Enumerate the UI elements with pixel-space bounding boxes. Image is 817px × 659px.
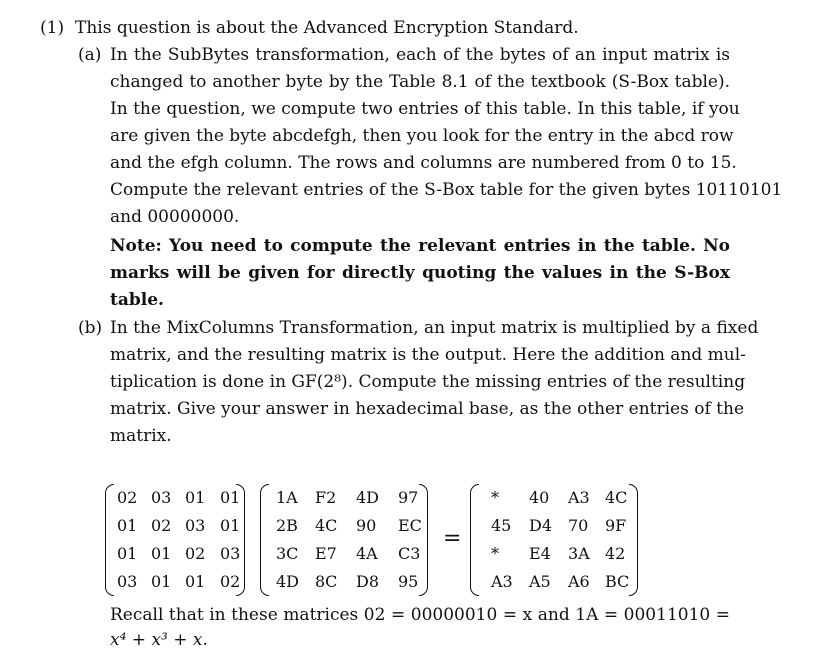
matrix-row	[105, 516, 245, 536]
equals-sign: =	[443, 526, 462, 551]
matrix-cell: 01	[151, 572, 172, 591]
part-b-line: tiplication is done in GF(2⁸). Compute the missing entries of the resulting	[110, 372, 746, 392]
matrix-cell: 03	[185, 516, 206, 535]
matrix-cell: 01	[151, 544, 172, 563]
matrix-cell: 40	[529, 488, 550, 507]
matrix-row	[260, 516, 428, 536]
matrix-cell: 4A	[356, 544, 378, 563]
note-line: marks will be given for directly quoting the values in the S-Box	[110, 263, 730, 283]
part-b-line: matrix, and the resulting matrix is the output. Here the addition and mul-	[110, 345, 746, 365]
matrix-cell: 1A	[276, 488, 298, 507]
matrix-row	[260, 572, 428, 592]
matrix-cell: 3C	[276, 544, 299, 563]
matrix-cell: 4C	[315, 516, 338, 535]
matrix-cell: 01	[220, 488, 241, 507]
matrix-cell: E7	[315, 544, 337, 563]
part-a-line: In the question, we compute two entries of this table. In this table, if you	[110, 99, 740, 119]
matrix-cell: 3A	[568, 544, 590, 563]
matrix-cell: 90	[356, 516, 377, 535]
part-a-line: changed to another byte by the Table 8.1 of the textbook (S-Box table).	[110, 72, 730, 92]
matrix-cell: A6	[568, 572, 590, 591]
matrix-cell: 95	[398, 572, 419, 591]
matrix-row	[260, 488, 428, 508]
part-a-line: are given the byte abcdefgh, then you look for the entry in the abcd row	[110, 126, 734, 146]
input-matrix	[260, 484, 428, 596]
matrix-cell: 01	[220, 516, 241, 535]
matrix-cell: 4D	[356, 488, 380, 507]
matrix-cell: 8C	[315, 572, 338, 591]
matrix-cell: 70	[568, 516, 589, 535]
matrix-cell: 02	[117, 488, 138, 507]
part-a-line: In the SubBytes transformation, each of the bytes of an input matrix is	[110, 45, 730, 65]
matrix-cell: 02	[220, 572, 241, 591]
matrix-cell: BC	[605, 572, 630, 591]
matrix-cell: A3	[491, 572, 513, 591]
question-label: (1)	[40, 18, 65, 38]
matrix-cell: 9F	[605, 516, 627, 535]
recall-line-2: x⁴ + x³ + x.	[110, 630, 208, 650]
matrix-cell: 97	[398, 488, 419, 507]
matrix-cell: A3	[568, 488, 590, 507]
matrix-row	[470, 516, 638, 536]
matrix-cell: 01	[185, 488, 206, 507]
matrix-row	[470, 572, 638, 592]
matrix-cell: E4	[529, 544, 551, 563]
matrix-cell: A5	[529, 572, 551, 591]
matrix-row	[105, 488, 245, 508]
part-b-label: (b)	[78, 318, 103, 338]
matrix-cell: 01	[117, 544, 138, 563]
part-b-line: matrix. Give your answer in hexadecimal base, as the other entries of the	[110, 399, 745, 419]
matrix-row	[105, 572, 245, 592]
part-a-label: (a)	[78, 45, 102, 65]
matrix-cell: F2	[315, 488, 337, 507]
matrix-cell: 45	[491, 516, 512, 535]
matrix-cell: C3	[398, 544, 421, 563]
matrix-cell: EC	[398, 516, 422, 535]
recall-line-1: Recall that in these matrices 02 = 00000010 = x and 1A = 00011010 =	[110, 605, 730, 625]
matrix-row	[470, 544, 638, 564]
matrix-cell: 03	[117, 572, 138, 591]
question-intro: This question is about the Advanced Encryption Standard.	[75, 18, 579, 38]
matrix-cell: 03	[220, 544, 241, 563]
matrix-cell: 01	[117, 516, 138, 535]
matrix-cell: 42	[605, 544, 626, 563]
matrix-cell: 02	[185, 544, 206, 563]
matrix-cell: 2B	[276, 516, 298, 535]
part-b-line: matrix.	[110, 426, 172, 446]
note-line: table.	[110, 290, 164, 310]
matrix-cell: 4C	[605, 488, 628, 507]
matrix-row	[470, 488, 638, 508]
part-a-line: and the efgh column. The rows and columns are numbered from 0 to 15.	[110, 153, 737, 173]
matrix-cell: D8	[356, 572, 380, 591]
matrix-cell: D4	[529, 516, 553, 535]
matrix-cell: 03	[151, 488, 172, 507]
note-line: Note: You need to compute the relevant entries in the table. No	[110, 236, 730, 256]
part-a-line: Compute the relevant entries of the S-Box table for the given bytes 10110101	[110, 180, 783, 200]
fixed-matrix	[105, 484, 245, 596]
part-b-line: In the MixColumns Transformation, an input matrix is multiplied by a fixed	[110, 318, 759, 338]
result-matrix	[470, 484, 638, 596]
matrix-cell: 02	[151, 516, 172, 535]
matrix-row	[260, 544, 428, 564]
matrix-cell: *	[491, 544, 499, 563]
matrix-cell: 4D	[276, 572, 300, 591]
matrix-cell: *	[491, 488, 499, 507]
part-a-line: and 00000000.	[110, 207, 240, 227]
matrix-cell: 01	[185, 572, 206, 591]
matrix-row	[105, 544, 245, 564]
